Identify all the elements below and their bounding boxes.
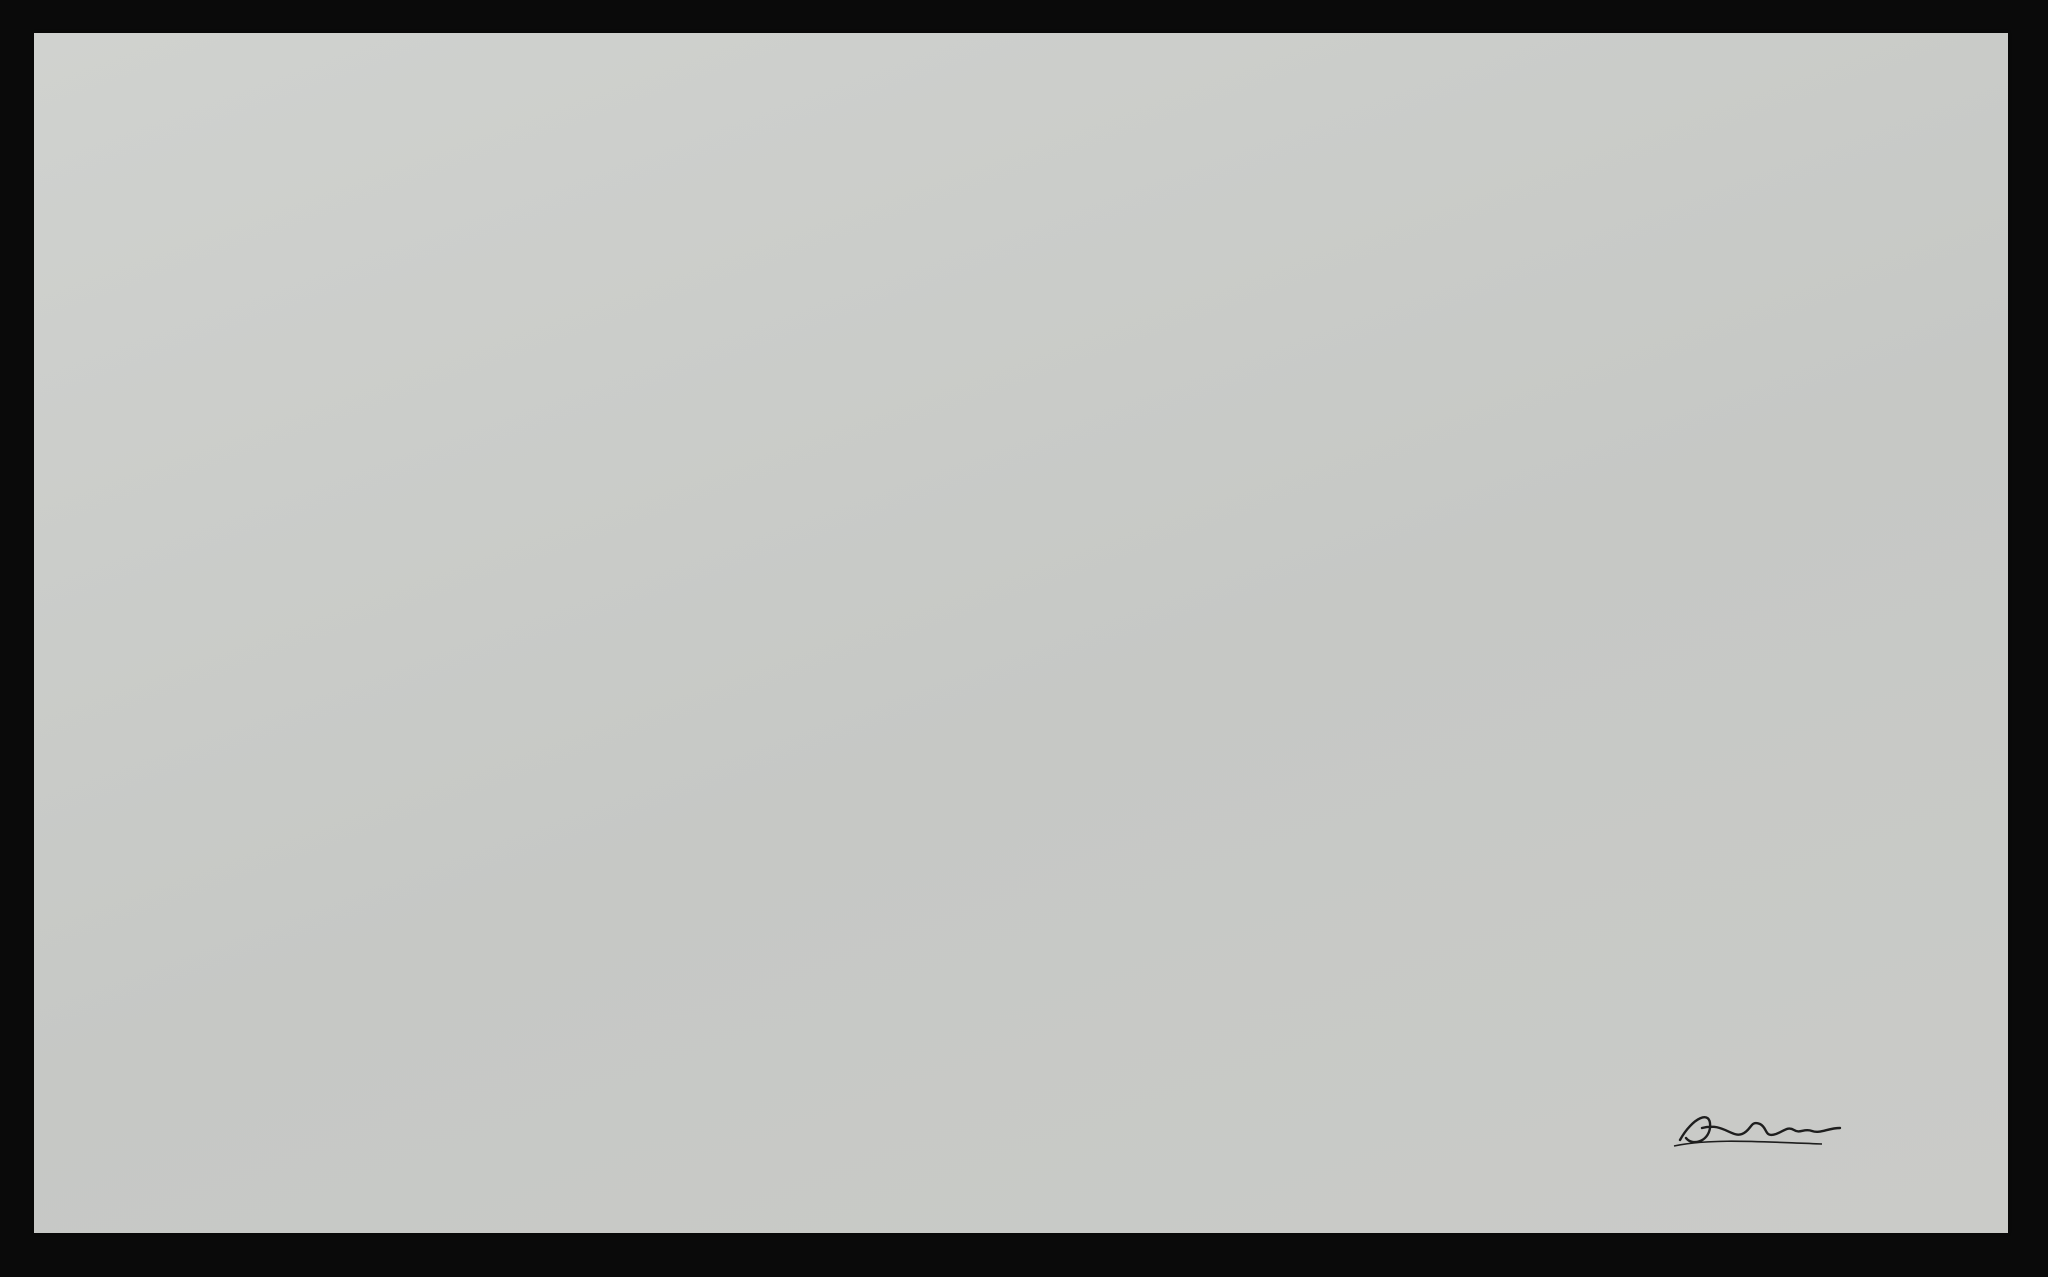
document-sheet <box>34 33 2008 1233</box>
signature <box>1672 1098 1872 1158</box>
